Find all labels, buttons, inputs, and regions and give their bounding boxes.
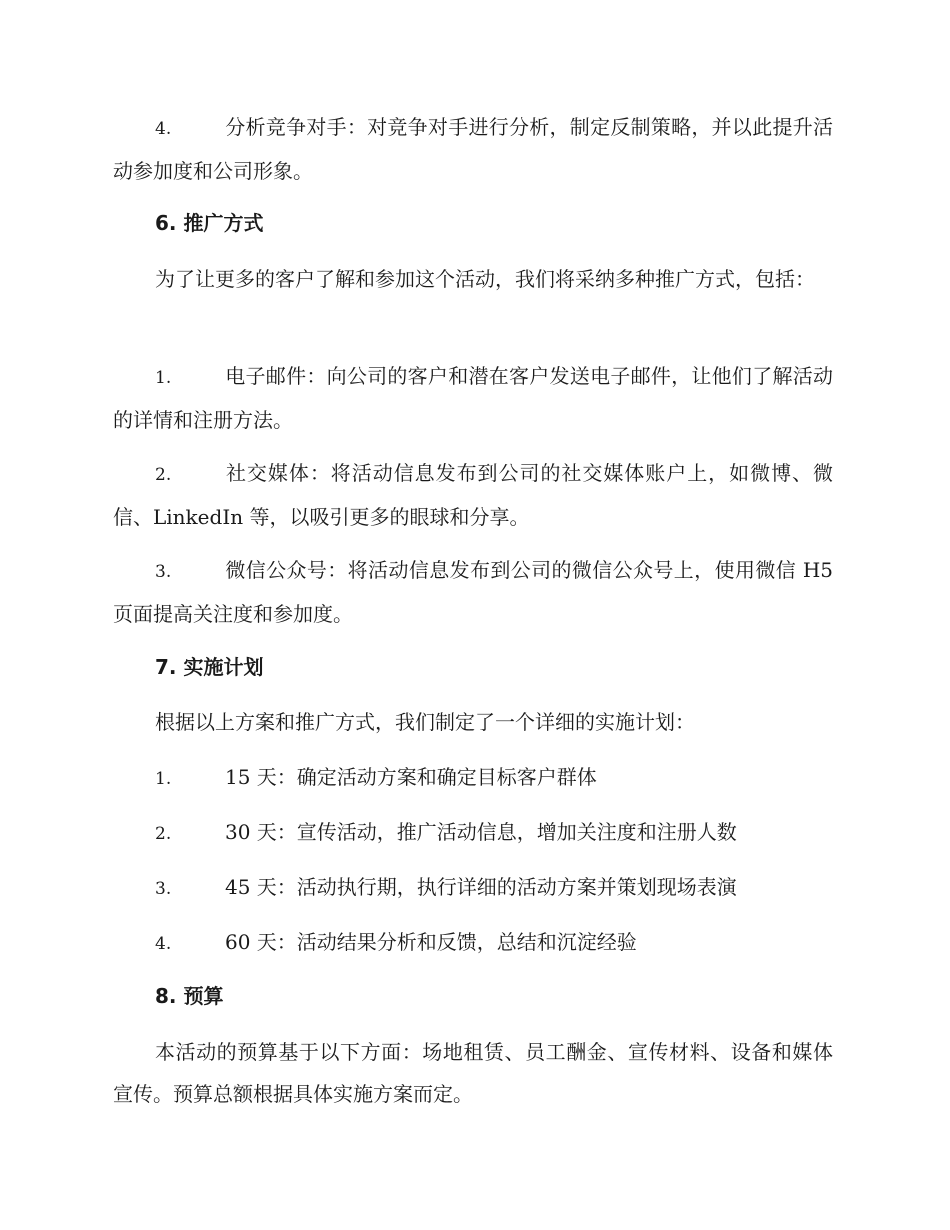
competition-item [113,106,833,192]
list-item-text: 分析竞争对手：对竞争对手进行分析，制定反制策略，并以此提升活动参加度和公司形象。 [113,115,833,183]
list-item [155,921,637,965]
list-item [155,866,737,910]
list-number: 3. [155,562,172,582]
list-item [155,756,597,800]
section-heading-promotion: 6. 推广方式 [155,211,264,235]
list-number: 2. [155,824,172,844]
budget-text: 本活动的预算基于以下方面：场地租赁、员工酬金、宣传材料、设备和媒体宣传。预算总额根据具体实施方案而定。 [113,1040,833,1106]
list-number: 4. [155,119,172,139]
list-number: 3. [155,879,172,899]
section-heading-plan: 7. 实施计划 [155,655,264,679]
list-number: 1. [155,368,172,388]
list-item-text: 社交媒体：将活动信息发布到公司的社交媒体账户上，如微博、微信、LinkedIn 等，以吸引更多的眼球和分享。 [113,461,833,529]
list-item-text: 15 天：确定活动方案和确定目标客户群体 [225,765,597,789]
list-item-text: 60 天：活动结果分析和反馈，总结和沉淀经验 [225,930,637,954]
list-number: 1. [155,769,172,789]
promotion-intro: 为了让更多的客户了解和参加这个活动，我们将采纳多种推广方式，包括： [155,267,815,291]
list-item [113,355,833,441]
list-item-text: 45 天：活动执行期，执行详细的活动方案并策划现场表演 [225,875,737,899]
list-item [113,452,833,538]
plan-intro: 根据以上方案和推广方式，我们制定了一个详细的实施计划： [155,710,695,734]
list-item [155,811,737,855]
section-heading-budget: 8. 预算 [155,984,224,1008]
list-number: 4. [155,934,172,954]
list-item-text: 30 天：宣传活动，推广活动信息，增加关注度和注册人数 [225,820,737,844]
list-item-text: 微信公众号：将活动信息发布到公司的微信公众号上，使用微信 H5 页面提高关注度和参加度。 [113,558,833,626]
list-number: 2. [155,465,172,485]
list-item [113,549,833,635]
list-item-text: 电子邮件：向公司的客户和潜在客户发送电子邮件，让他们了解活动的详情和注册方法。 [113,364,833,432]
